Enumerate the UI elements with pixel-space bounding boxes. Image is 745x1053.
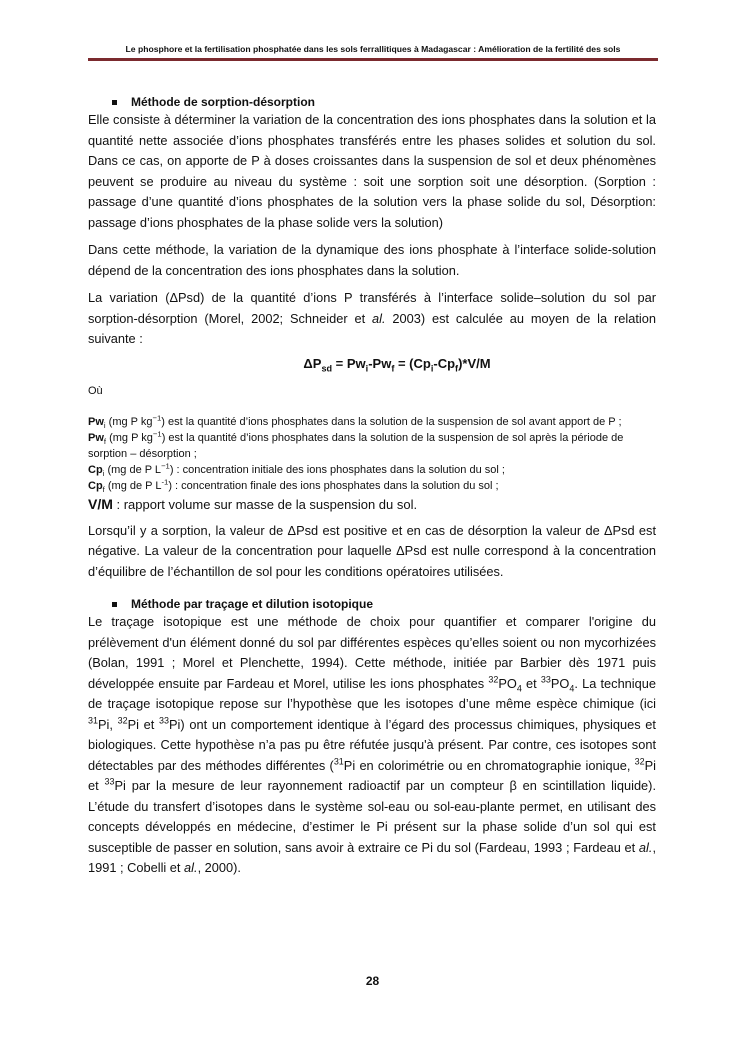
definition-pwf: $Pw_f$ (mg P $kg^{-1}$) est la quantité d’ions phosphates dans la solution de la suspension de sol après la période de sorption – désorption ; xyxy=(88,429,624,460)
paragraph: Dans cette méthode, la variation de la dynamique des ions phosphate à l’interface solide-solution dépend de la concentration des ions phosphates dans la solution. xyxy=(88,242,656,278)
paragraph: Lorsqu’il y a sorption, la valeur de ΔPsd est positive et en cas de désorption la valeur de ΔPsd est négative. La valeur de la concentration pour laquelle ΔPsd est nulle correspond à la concentration d’équilibre de l’échantillon de sol pour les conditions opératoires utilisées. xyxy=(88,522,656,579)
definition-cpi: $Cp_i$ (mg de P $L^{-1}$) : concentration initiale des ions phosphates dans la solution du sol ; xyxy=(88,461,505,479)
section-heading-text: Méthode par traçage et dilution isotopique xyxy=(131,597,374,612)
section-heading-isotopic xyxy=(112,596,656,612)
page-content xyxy=(88,94,656,879)
header-rule xyxy=(88,58,658,61)
square-bullet-icon xyxy=(112,602,117,607)
section-heading-sorption xyxy=(112,94,656,110)
definitions-list xyxy=(88,414,656,514)
formula: $\Delta P_{sd} = Pw_i-Pw_f = (Cp_i-Cp_f)*V/M$ xyxy=(303,355,491,374)
section-heading-text: Méthode de sorption-désorption xyxy=(131,95,315,109)
definition-cpf: $Cp_f$ (mg de P $L^{-1}$) : concentration finale des ions phosphates dans la solution du sol ; xyxy=(88,477,499,495)
square-bullet-icon xyxy=(112,100,117,105)
definition-pwi: $Pw_i$ (mg P $kg^{-1}$) est la quantité d’ions phosphates dans la solution de la suspension de sol avant apport de P ; xyxy=(88,412,622,430)
ou-label: Où xyxy=(88,384,103,397)
page-number: 28 xyxy=(365,974,380,988)
paragraph: Elle consiste à déterminer la variation de la concentration des ions phosphates dans la solution et la quantité nette associée d’ions phosphates transférés entre les phases solides et solution du sol. Dans ce cas, on apporte de P à doses croissantes dans la suspension de sol et deux phénomènes peuvent se produire au niveau du système : soit une sorption soit une désorption. (Sorption : passage d’une quantité d’ions phosphates de la solution vers la phase solide du sol, Désorption: passage d’ions phosphates de la phase solide vers la solution) xyxy=(88,112,656,230)
paragraph: Le traçage isotopique est une méthode de choix pour quantifier et comparer l'origine du prélèvement d'un élément donné du sol par différentes espèces qu’elles soient ou non mycorhizées (Bolan, 1991 ; Morel et Plenchette, 1994). Cette méthode, initiée par Barbier dès 1971 puis développée ensuite par Fardeau et Morel, utilise les ions phosphates $^{32}PO_4$ et $^{33}PO_4$. La technique de traçage isotopique repose sur l’hypothèse que les isotopes d’une même espèce chimique (ici $^{31}$Pi, $^{32}$Pi et $^{33}$Pi) ont un comportement identique à l’égard des processus chimiques, physiques et biologiques. Cette hypothèse n’a pas pu être réfutée jusqu'à présent. Par contre, ces isotopes sont détectables par des méthodes différentes ($^{31}$Pi en colorimétrie ou en chromatographie ionique, $^{32}$Pi et $^{33}$Pi par la mesure de leur rayonnement radioactif par un compteur β en scintillation liquide). L’étude du transfert d’isotopes dans le système sol-eau ou sol-eau-plante permet, en utilisant des concepts développés en médecine, d’estimer le Pi présent sur la phase solide d’un sol qui est susceptible de passer en solution, sans avoir à extraire ce Pi du sol (Fardeau, 1993 ; Fardeau et al., 1991 ; Cobelli et al., 2000). xyxy=(88,614,656,876)
definition-vm: V/M : rapport volume sur masse de la suspension du sol. xyxy=(88,495,418,512)
running-header: Le phosphore et la fertilisation phosphatée dans les sols ferrallitiques à Madagascar : Amélioration de la fertilité des sols xyxy=(125,44,621,54)
paragraph: La variation (ΔPsd) de la quantité d’ions P transférés à l’interface solide–solution du sol par sorption-désorption (Morel, 2002; Schneider et al. 2003) est calculée au moyen de la relation suivante : xyxy=(88,290,656,346)
